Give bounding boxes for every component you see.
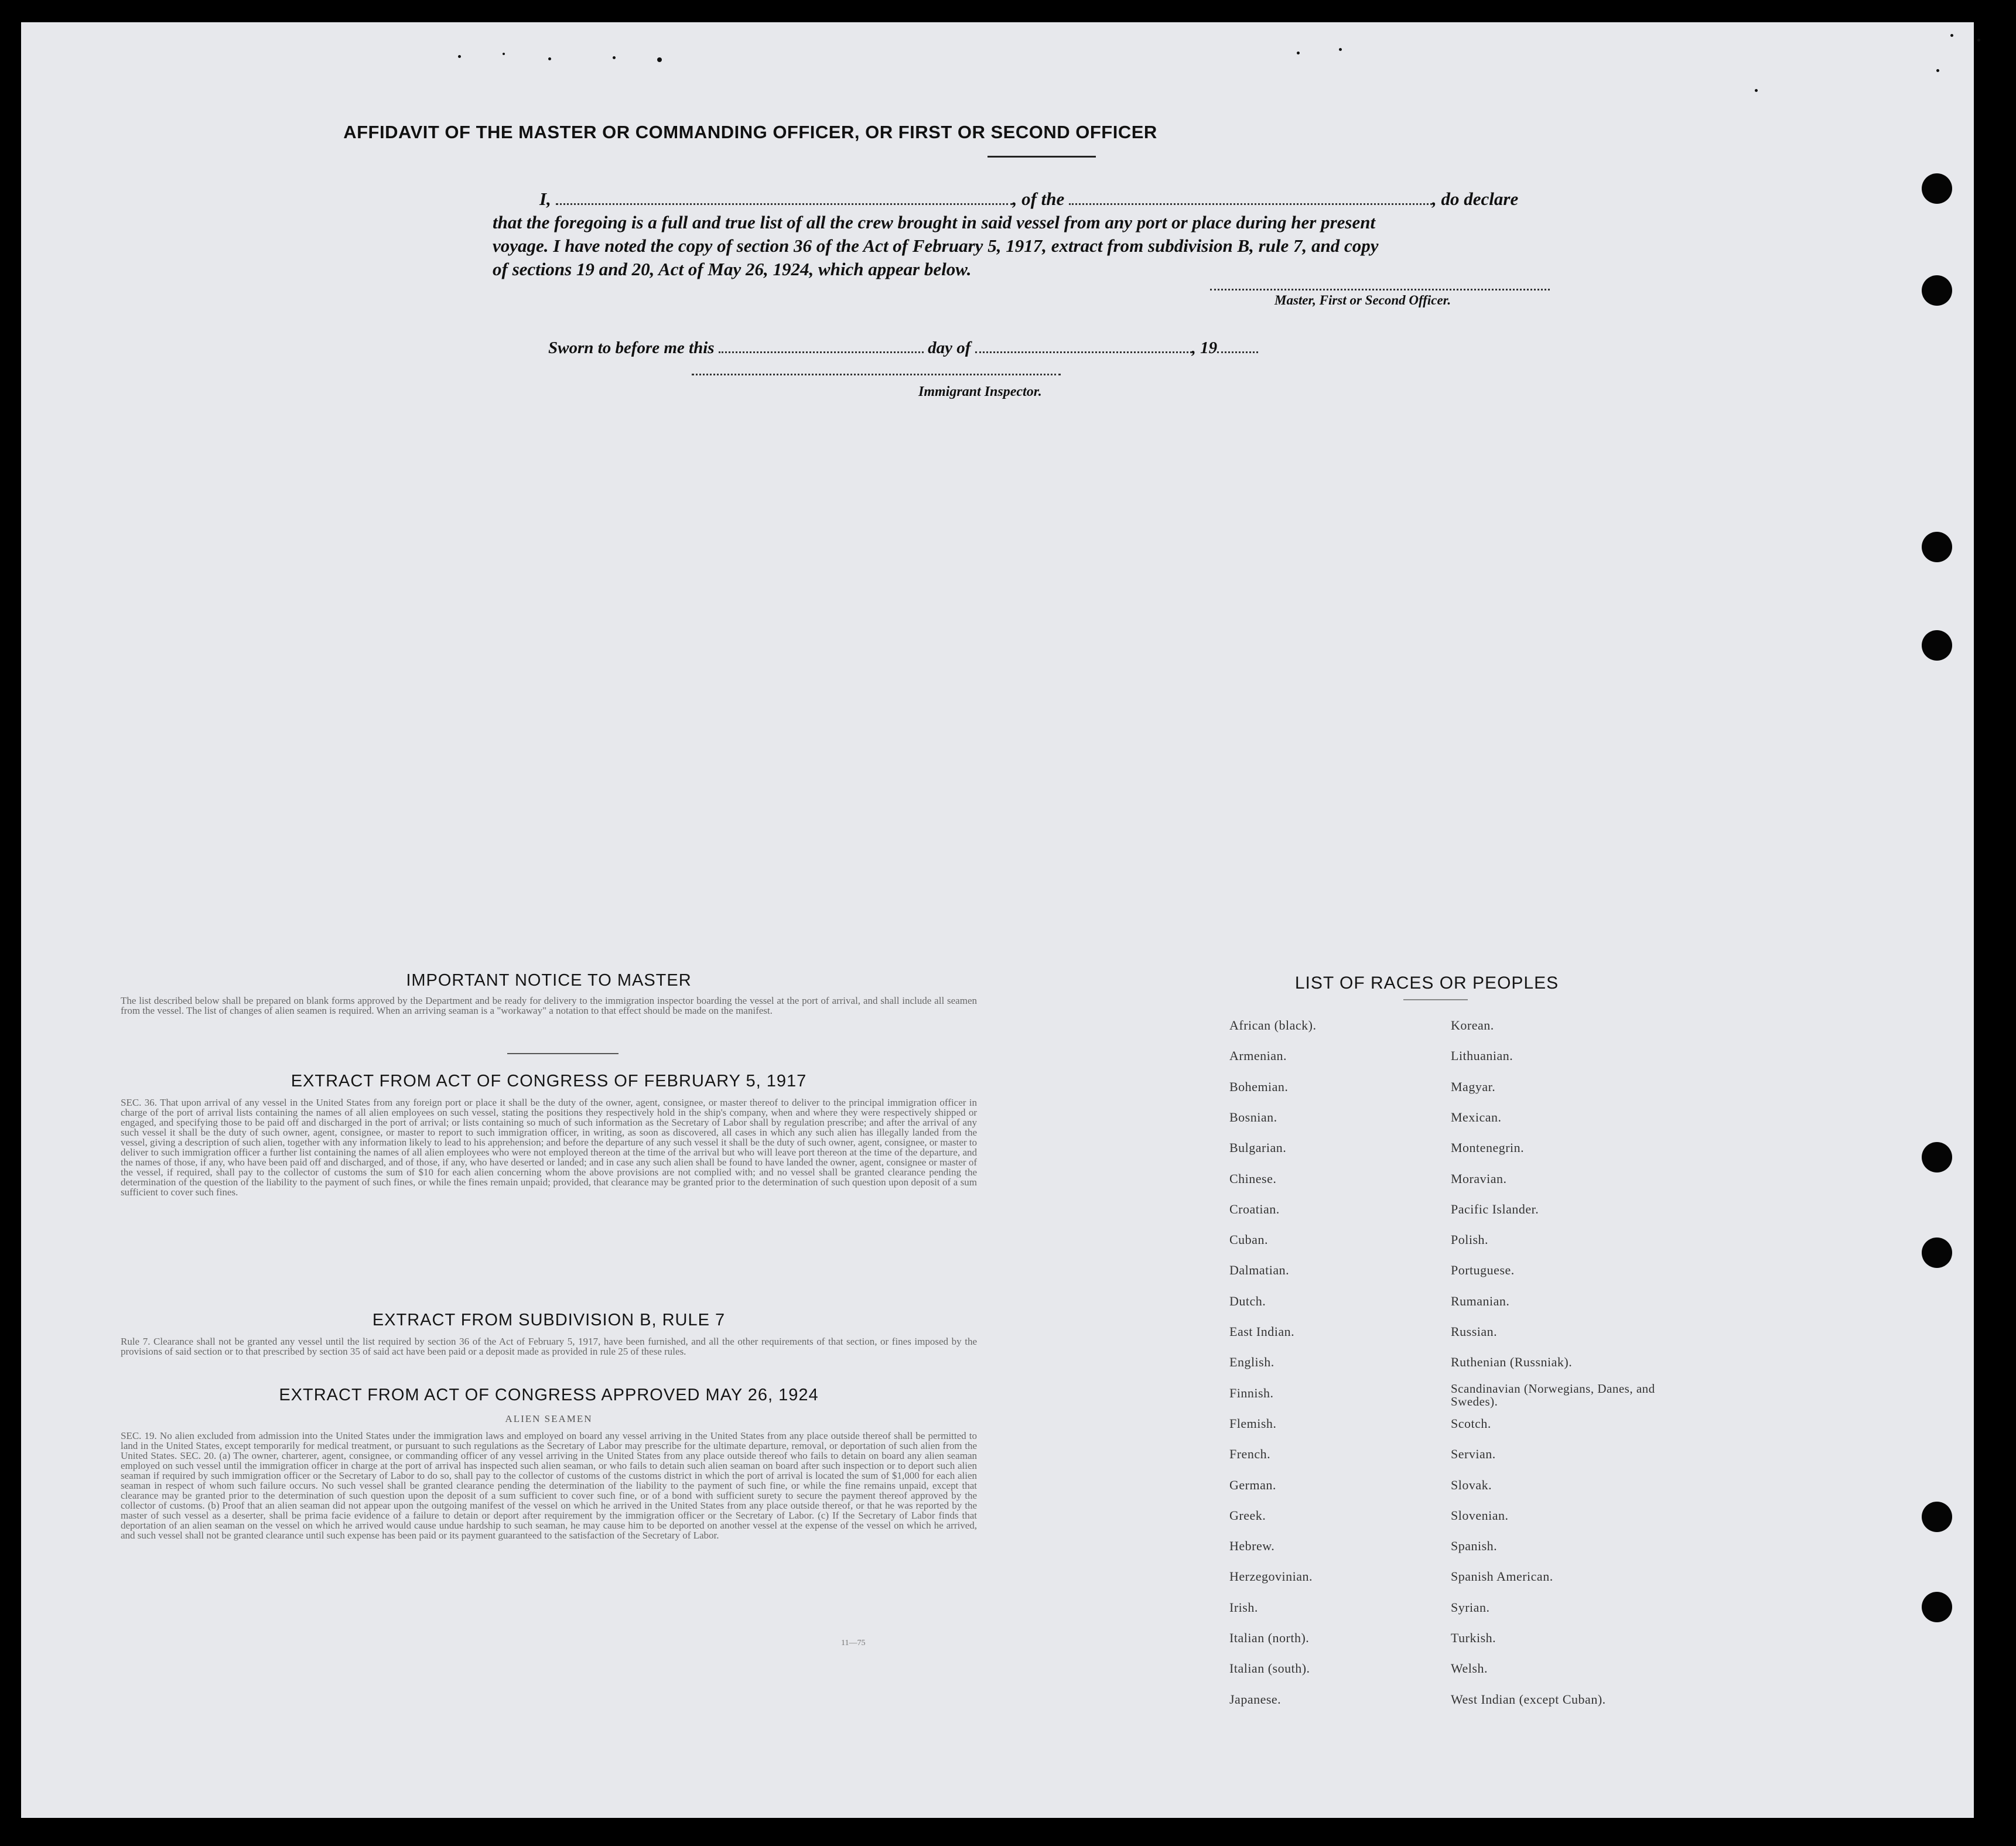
binding-hole xyxy=(1922,1502,1952,1532)
race-item: African (black). xyxy=(1229,1018,1317,1033)
race-item: Scandinavian (Norwegians, Danes, and Swedes). xyxy=(1451,1382,1655,1409)
races-heading-rule xyxy=(1403,999,1468,1000)
race-item: Lithuanian. xyxy=(1451,1048,1513,1063)
affidavit-title: AFFIDAVIT OF THE MASTER OR COMMANDING OFFICER, OR FIRST OR SECOND OFFICER xyxy=(343,122,1157,142)
race-item: Herzegovinian. xyxy=(1229,1569,1313,1584)
binding-hole xyxy=(1922,630,1952,661)
race-item: Ruthenian (Russniak). xyxy=(1451,1355,1573,1369)
race-item: Spanish American. xyxy=(1451,1569,1553,1584)
affidavit-line-4: of sections 19 and 20, Act of May 26, 1924, which appear below. xyxy=(493,259,972,279)
race-item: Dalmatian. xyxy=(1229,1263,1290,1277)
binding-hole xyxy=(1922,532,1952,562)
races-heading: LIST OF RACES OR PEOPLES xyxy=(1294,973,1559,993)
race-item: Bosnian. xyxy=(1229,1110,1277,1124)
binding-hole xyxy=(1922,1237,1952,1268)
race-item: Italian (north). xyxy=(1229,1630,1310,1645)
sworn-year-blank[interactable] xyxy=(1217,347,1258,353)
race-item: Slovenian. xyxy=(1451,1508,1509,1523)
race-item: Russian. xyxy=(1451,1324,1498,1339)
binding-hole xyxy=(1922,1592,1952,1622)
race-item: Armenian. xyxy=(1229,1048,1287,1063)
affidavit-line-2: that the foregoing is a full and true list of all the crew brought in said vessel from any port or place during her present xyxy=(493,212,1376,233)
binding-hole xyxy=(1922,275,1952,306)
race-item: Rumanian. xyxy=(1451,1294,1510,1308)
race-item: Montenegrin. xyxy=(1451,1140,1525,1155)
affidavit-line-3: voyage. I have noted the copy of section 36 of the Act of February 5, 1917, extract from subdivision B, rule 7, and copy xyxy=(493,235,1379,256)
speck xyxy=(1755,89,1758,92)
rule7-text: Rule 7. Clearance shall not be granted any vessel until the list required by section 36 of the Act of February 5, 1917, have been furnished, and all the other requirements of that section, or fines imposed by the provisions of said section or to that prescribed by section 35 of said act have been paid or a deposit made as provided in rule 25 of these rules. xyxy=(121,1336,977,1357)
race-item: Japanese. xyxy=(1229,1692,1282,1707)
race-item: Bohemian. xyxy=(1229,1079,1289,1094)
vessel-name-blank[interactable] xyxy=(1069,199,1432,205)
declaration-line xyxy=(493,187,1594,211)
race-item: Portuguese. xyxy=(1451,1263,1515,1277)
sworn-line xyxy=(548,339,1258,358)
speck xyxy=(1936,69,1939,72)
race-item: Turkish. xyxy=(1451,1630,1496,1645)
inspector-signature-line[interactable] xyxy=(692,374,1061,375)
of-the-text: , of the xyxy=(1012,189,1065,209)
race-item: Flemish. xyxy=(1229,1416,1277,1431)
speck xyxy=(458,55,461,58)
race-item: Welsh. xyxy=(1451,1661,1488,1676)
rule7-heading: EXTRACT FROM SUBDIVISION B, RULE 7 xyxy=(372,1311,726,1329)
race-item: Slovak. xyxy=(1451,1478,1492,1492)
inspector-label: Immigrant Inspector. xyxy=(918,384,1042,399)
speck xyxy=(1339,48,1342,51)
race-item: Moravian. xyxy=(1451,1171,1507,1186)
speck xyxy=(503,53,505,55)
race-item: Spanish. xyxy=(1451,1539,1498,1553)
race-item: West Indian (except Cuban). xyxy=(1451,1692,1606,1707)
speck xyxy=(613,56,616,59)
alien-seamen-subheading: ALIEN SEAMEN xyxy=(505,1413,593,1424)
sworn-day-blank[interactable] xyxy=(719,347,924,353)
speck xyxy=(657,57,662,62)
race-item: Syrian. xyxy=(1451,1600,1490,1615)
speck xyxy=(548,57,551,60)
important-notice-text: The list described below shall be prepared on blank forms approved by the Department and be ready for delivery to the immigration inspector boarding the vessel at the port of arrival, and shall include all seamen from the vessel. The list of changes of alien seamen is required. When an arriving seaman is a "workaway" a notation to that effect should be made on the manifest. xyxy=(121,996,977,1016)
act-1917-heading: EXTRACT FROM ACT OF CONGRESS OF FEBRUARY 5, 1917 xyxy=(291,1072,807,1090)
binding-hole xyxy=(1922,1142,1952,1172)
race-item: Pacific Islander. xyxy=(1451,1202,1539,1216)
race-item: Scotch. xyxy=(1451,1416,1491,1431)
race-item: Cuban. xyxy=(1229,1232,1268,1247)
race-item: Bulgarian. xyxy=(1229,1140,1287,1155)
race-item: Irish. xyxy=(1229,1600,1258,1615)
race-item: German. xyxy=(1229,1478,1276,1492)
race-item: English. xyxy=(1229,1355,1274,1369)
race-item: Korean. xyxy=(1451,1018,1494,1033)
race-item: Servian. xyxy=(1451,1447,1496,1461)
year-prefix: , 19 xyxy=(1191,339,1218,357)
race-item: French. xyxy=(1229,1447,1271,1461)
act-1924-heading: EXTRACT FROM ACT OF CONGRESS APPROVED MAY 26, 1924 xyxy=(279,1386,819,1404)
do-declare-text: , do declare xyxy=(1432,189,1519,209)
affidavit-body xyxy=(493,187,1594,281)
binding-hole xyxy=(1922,173,1952,204)
document-page xyxy=(21,22,1974,1818)
race-item: Dutch. xyxy=(1229,1294,1266,1308)
race-item: Italian (south). xyxy=(1229,1661,1310,1676)
race-item: Finnish. xyxy=(1229,1386,1274,1400)
race-item: Polish. xyxy=(1451,1232,1489,1247)
speck xyxy=(1977,39,1980,42)
race-item: Mexican. xyxy=(1451,1110,1502,1124)
title-underline xyxy=(988,156,1096,158)
race-item: Greek. xyxy=(1229,1508,1266,1523)
sworn-text: Sworn to before me this xyxy=(548,339,715,357)
master-signature-label: Master, First or Second Officer. xyxy=(1274,293,1451,307)
declarant-prefix: I, xyxy=(539,189,551,209)
race-item: Chinese. xyxy=(1229,1171,1277,1186)
form-number: 11—75 xyxy=(841,1639,866,1647)
act-1924-text: SEC. 19. No alien excluded from admission into the United States under the immigration laws and employed on board any vessel arriving in the United States from any place outside thereof shall be permitted to land in the United States, except temporarily for medical treatment, or pursuant to such regulations as the Secretary of Labor may prescribe for the ultimate departure, removal, or deportation of such alien from the United States. SEC. 20. (a) The owner, charterer, agent, consignee, or commanding officer of any vessel arriving in the United States from any place outside thereof who fails to detain on board any alien seaman employed on such vessel until the immigration officer in charge at the port of arrival has inspected such alien seaman, or who fails to detain such alien seaman on board after such inspection or to deport such alien seaman if required by such immigration officer or the Secretary of Labor to do so, shall pay to the collector of customs of the customs district in which the port of arrival is located the sum of $1,000 for each alien seaman in respect of whom such failure occurs. No such vessel shall be granted clearance pending the determination of the liability to the payment of such fine, or while the fine remains unpaid, except that clearance may be granted prior to the determination of such question upon the deposit of a sum sufficient to cover such fine, or of a bond with sufficient surety to secure the payment thereof approved by the collector of customs. (b) Proof that an alien seaman did not appear upon the outgoing manifest of the vessel on which he arrived in the United States from any place outside thereof, or that he was reported by the master of such vessel as a deserter, shall be prima facie evidence of a failure to detain or deport after requirement by the immigration officer or the Secretary of Labor. (c) If the Secretary of Labor finds that deportation of an alien seaman on the vessel on which he arrived would cause undue hardship to such seaman, he may cause him to be deported on another vessel at the expense of the vessel on which he arrived, and such vessel shall not be granted clearance until such expense has been paid or its payment guaranteed to the satisfaction of the Secretary of Labor. xyxy=(121,1431,977,1541)
race-item: Hebrew. xyxy=(1229,1539,1275,1553)
race-item: Magyar. xyxy=(1451,1079,1496,1094)
act-1917-text: SEC. 36. That upon arrival of any vessel in the United States from any foreign port or place it shall be the duty of the owner, agent, consignee, or master thereof to deliver to the principal immigration officer in charge of the port of arrival lists containing the names of all alien employees on such vessel, stating the positions they respectively hold in the ship's company, when and where they were respectively shipped or engaged, and specifying those to be paid off and discharged in the port of arrival; or lists containing so much of such information as the Secretary of Labor shall by regulation prescribe; and after the arrival of any such vessel it shall be the duty of such owner, agent, consignee, or master to report to such immigration officer, in writing, as soon as discovered, all cases in which any such alien has illegally landed from the vessel, giving a description of such alien, together with any information likely to lead to his apprehension; and before the departure of any such vessel it shall be the duty of such owner, agent, consignee, or master to deliver to such immigration officer a further list containing the names of all alien employees who were not employed thereon at the time of the arrival but who will leave port thereon at the time of the departure, and the names of those, if any, who have been paid off and discharged, and of those, if any, who have deserted or landed; and in case any such alien shall be found to have landed the owner, agent, consignee or master of the vessel, if required, shall pay to the collector of customs the sum of $10 for each alien concerning whom the above provisions are not complied with; and no vessel shall be granted clearance pending the determination of the question of the liability to the payment of such fines, or while the fines remain unpaid; provided, that clearance may be granted prior to the determination of such question upon deposit of a sum sufficient to cover such fines. xyxy=(121,1098,977,1198)
speck xyxy=(1297,52,1300,54)
race-item: Croatian. xyxy=(1229,1202,1280,1216)
master-signature-line[interactable] xyxy=(1210,289,1550,290)
day-of-text: day of xyxy=(928,339,971,357)
officer-name-blank[interactable] xyxy=(556,199,1013,205)
section-divider xyxy=(507,1053,619,1054)
sworn-month-blank[interactable] xyxy=(975,347,1192,353)
speck xyxy=(1950,34,1953,37)
race-item: East Indian. xyxy=(1229,1324,1295,1339)
important-notice-heading: IMPORTANT NOTICE TO MASTER xyxy=(406,971,692,990)
